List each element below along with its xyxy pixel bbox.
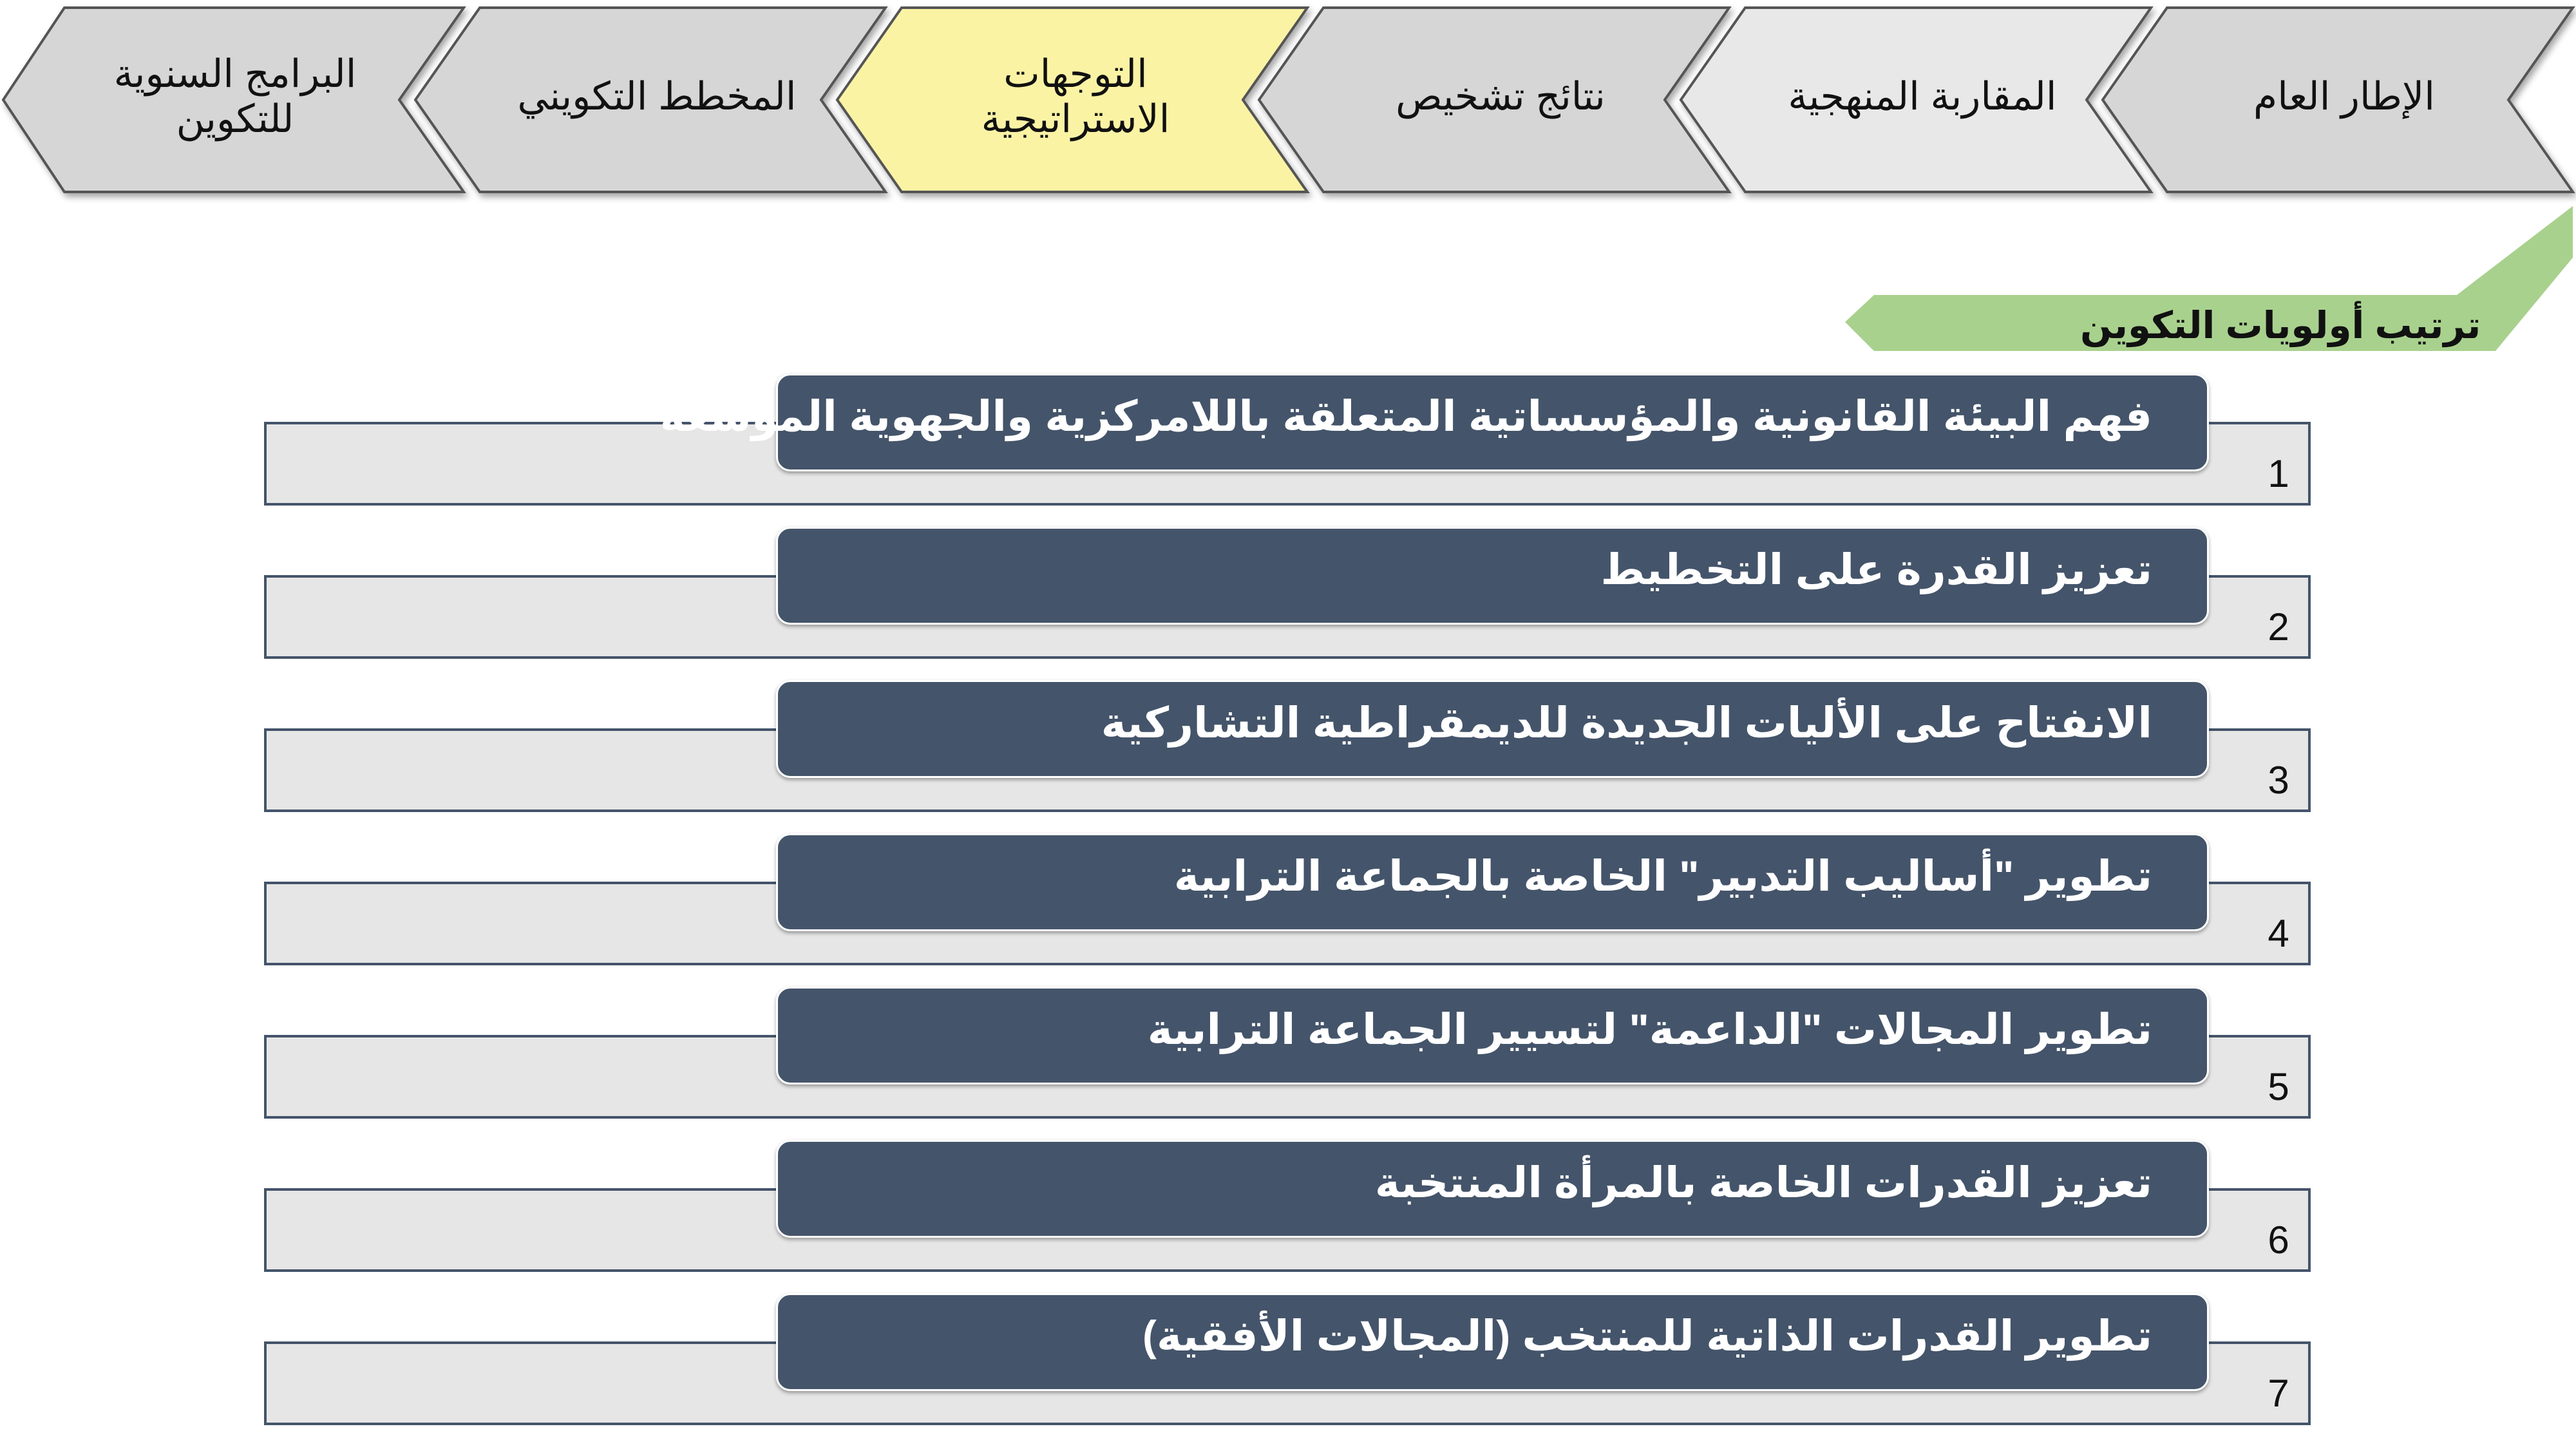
priority-item — [0, 527, 2576, 665]
priority-item — [0, 374, 2576, 512]
chevron-step-6-label: البرامج السنوية للتكوين — [113, 52, 357, 140]
priority-item — [0, 1293, 2576, 1432]
priority-item — [0, 833, 2576, 972]
priority-number: 4 — [2268, 911, 2289, 955]
priority-number: 3 — [2268, 758, 2289, 802]
priority-number: 1 — [2268, 451, 2289, 495]
priority-item — [0, 680, 2576, 819]
priority-text: فهم البيئة القانونية والمؤسساتية المتعلقة باللامركزية والجهوية الموسعة — [776, 374, 2209, 471]
chevron-step-5-label: المخطط التكويني — [517, 75, 797, 118]
priority-text: تطوير القدرات الذاتية للمنتخب (المجالات الأفقية) — [776, 1293, 2209, 1391]
chevron-step-3-label: نتائج تشخيص — [1396, 75, 1605, 118]
priority-text: تطوير "أساليب التدبير" الخاصة بالجماعة الترابية — [776, 833, 2209, 931]
chevron-step-4-label: التوجهات الاستراتيجية — [981, 52, 1170, 140]
section-title: ترتيب أولويات التكوين — [2080, 305, 2481, 346]
chevron-step-1-label: الإطار العام — [2253, 75, 2435, 118]
priority-item — [0, 987, 2576, 1125]
priority-number: 7 — [2268, 1371, 2289, 1415]
priority-item — [0, 1140, 2576, 1278]
priority-number: 5 — [2268, 1065, 2289, 1108]
chevron-step-2-label: المقاربة المنهجية — [1788, 75, 2057, 118]
priority-text: تطوير المجالات "الداعمة" لتسيير الجماعة الترابية — [776, 987, 2209, 1084]
priority-text: تعزيز القدرة على التخطيط — [776, 527, 2209, 625]
priority-text: الانفتاح على الأليات الجديدة للديمقراطية التشاركية — [776, 680, 2209, 778]
priority-number: 2 — [2268, 605, 2289, 649]
priority-text: تعزيز القدرات الخاصة بالمرأة المنتخبة — [776, 1140, 2209, 1238]
priority-number: 6 — [2268, 1218, 2289, 1262]
